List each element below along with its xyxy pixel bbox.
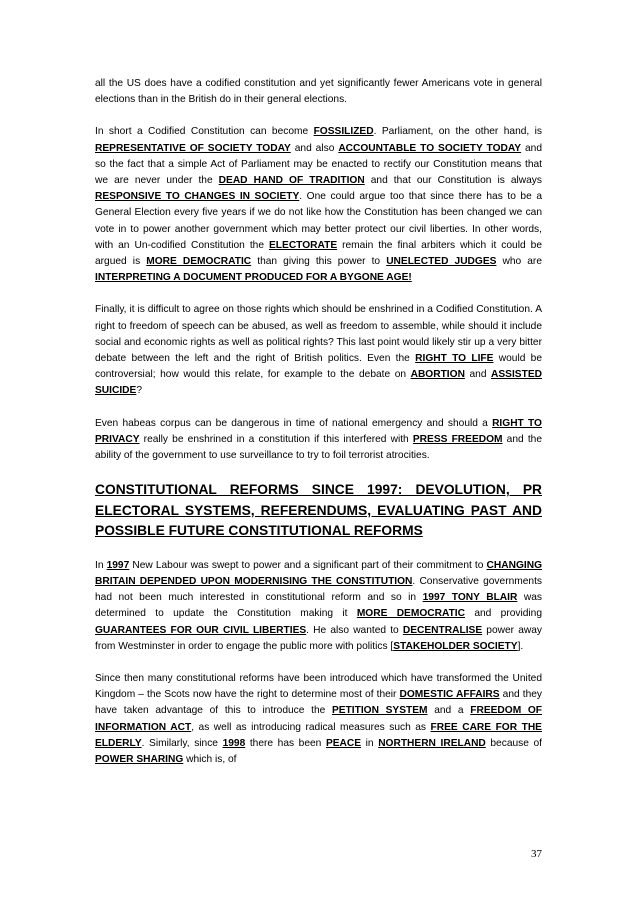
- text-run: Since then many constitutional reforms have been introduced which have transformed the United Kingdom – the Scots now have the right to determine most of their: [95, 672, 542, 701]
- emphasized-term: POWER SHARING: [95, 754, 184, 765]
- text-run: , as well as introducing radical measures such as: [191, 721, 431, 733]
- emphasized-term: ASSISTED SUICIDE: [95, 369, 542, 397]
- text-run: . Conservative governments had not been much interested in constitutional reform and so in: [95, 575, 542, 604]
- body-paragraph: [95, 671, 542, 768]
- emphasized-term: DOMESTIC AFFAIRS: [399, 689, 500, 701]
- text-run: and providing: [465, 608, 542, 620]
- text-run: all the US does have a codified constitution and yet significantly fewer Americans vote in general elections than in the British do in their general elections.: [95, 78, 542, 106]
- emphasized-term: MORE DEMOCRATIC: [146, 256, 252, 268]
- text-run: and: [464, 369, 492, 381]
- emphasized-term: DEAD HAND OF TRADITION: [218, 175, 365, 187]
- text-run: Finally, it is difficult to agree on those rights which should be enshrined in a Codified Constitution. A right to freedom of speech can be abused, as well as freedom to assemble, while should it include social and economic rights as well as political rights? This last point would likely stir up a very bitter debate between the left and the right of British politics. Even the: [95, 304, 542, 365]
- text-run: in: [361, 737, 379, 749]
- emphasized-term: UNELECTED JUDGES: [386, 256, 497, 268]
- emphasized-term: STAKEHOLDER SOCIETY: [393, 640, 518, 652]
- text-run: In short a Codified Constitution can become: [95, 126, 314, 138]
- emphasized-term: PRESS FREEDOM: [412, 433, 503, 445]
- emphasized-term: ELECTORATE: [269, 239, 338, 251]
- emphasized-term: MORE DEMOCRATIC: [356, 608, 465, 620]
- text-run: and they have taken advantage of this to introduce the: [95, 689, 542, 717]
- body-paragraph: [95, 416, 542, 465]
- text-run: ?: [136, 385, 142, 397]
- text-run: . Similarly, since: [141, 737, 223, 749]
- text-run: there has been: [245, 737, 326, 749]
- text-run: and so the fact that a simple Act of Parliament may be enacted to rectify our Constitution means that we are never under the: [95, 142, 543, 187]
- text-run: would be controversial; how would this relate, for example to the debate on: [95, 353, 542, 381]
- emphasized-term: 1998: [222, 737, 246, 749]
- text-run: than giving this power to: [251, 256, 387, 268]
- emphasized-term: NORTHERN IRELAND: [378, 737, 486, 749]
- text-run: was determined to update the Constitution making it: [95, 592, 542, 620]
- emphasized-term: FREEDOM OF INFORMATION ACT: [95, 705, 543, 733]
- text-run: In: [95, 559, 107, 571]
- text-run: . He also wanted to: [306, 624, 403, 636]
- text-run: ].: [517, 640, 524, 652]
- body-paragraph: [95, 124, 542, 286]
- emphasized-term: FOSSILIZED: [313, 126, 374, 138]
- text-run: . Parliament, on the other hand, is: [373, 126, 542, 138]
- emphasized-term: RIGHT TO PRIVACY: [95, 417, 542, 445]
- text-run: and that our Constitution is always: [364, 175, 542, 187]
- emphasized-term: INTERPRETING A DOCUMENT PRODUCED FOR A BYGONE AGE!: [95, 272, 412, 284]
- emphasized-term: FREE CARE FOR THE ELDERLY: [95, 721, 542, 749]
- emphasized-term: PEACE: [325, 737, 362, 749]
- emphasized-term: RESPONSIVE TO CHANGES IN SOCIETY: [95, 191, 300, 203]
- text-run: power away from Westminster in order to engage the public more with politics [: [95, 624, 542, 652]
- emphasized-term: PETITION SYSTEM: [331, 705, 428, 717]
- emphasized-term: GUARANTEES FOR OUR CIVIL LIBERTIES: [95, 624, 307, 636]
- text-run: and also: [290, 142, 339, 154]
- text-run: Even habeas corpus can be dangerous in time of national emergency and should a: [95, 417, 493, 429]
- text-run: because of: [485, 737, 542, 749]
- text-run: New Labour was swept to power and a significant part of their commitment to: [129, 559, 487, 571]
- section-heading: [95, 480, 542, 542]
- emphasized-term: RIGHT TO LIFE: [415, 353, 494, 365]
- text-run: CONSTITUTIONAL REFORMS SINCE 1997: DEVOLUTION, PR ELECTORAL SYSTEMS, REFERENDUMS, EVALUATING PAST AND POSSIBLE FUTURE CONSTITUTIONAL REFORMS: [95, 482, 542, 539]
- text-run: which is, of: [183, 754, 237, 765]
- emphasized-term: CHANGING BRITAIN DEPENDED UPON MODERNISING THE CONSTITUTION: [95, 559, 542, 587]
- emphasized-term: 1997: [106, 559, 130, 571]
- emphasized-term: ABORTION: [410, 369, 465, 381]
- text-run: really be enshrined in a constitution if this interfered with: [139, 433, 413, 445]
- body-paragraph: [95, 302, 542, 399]
- text-run: who are: [496, 256, 542, 268]
- text-run: and the ability of the government to use surveillance to try to foil terrorist atrocities.: [95, 433, 542, 462]
- page-number: 37: [531, 848, 542, 860]
- text-run: and a: [427, 705, 471, 717]
- document-body: [95, 76, 542, 784]
- body-paragraph: [95, 558, 542, 655]
- emphasized-term: 1997 TONY BLAIR: [422, 592, 518, 604]
- emphasized-term: ACCOUNTABLE TO SOCIETY TODAY: [338, 142, 522, 154]
- text-run: remain the final arbiters which it could be argued is: [95, 239, 542, 268]
- text-run: . One could argue too that since there has to be a General Election every five years if we do not like how the Constitution has been changed we can vote in to power another government which may better protect our civil liberties. In other words, with an Un-codified Constitution the: [95, 191, 542, 251]
- emphasized-term: DECENTRALISE: [402, 624, 483, 636]
- emphasized-term: REPRESENTATIVE OF SOCIETY TODAY: [95, 142, 291, 154]
- body-paragraph: [95, 76, 542, 108]
